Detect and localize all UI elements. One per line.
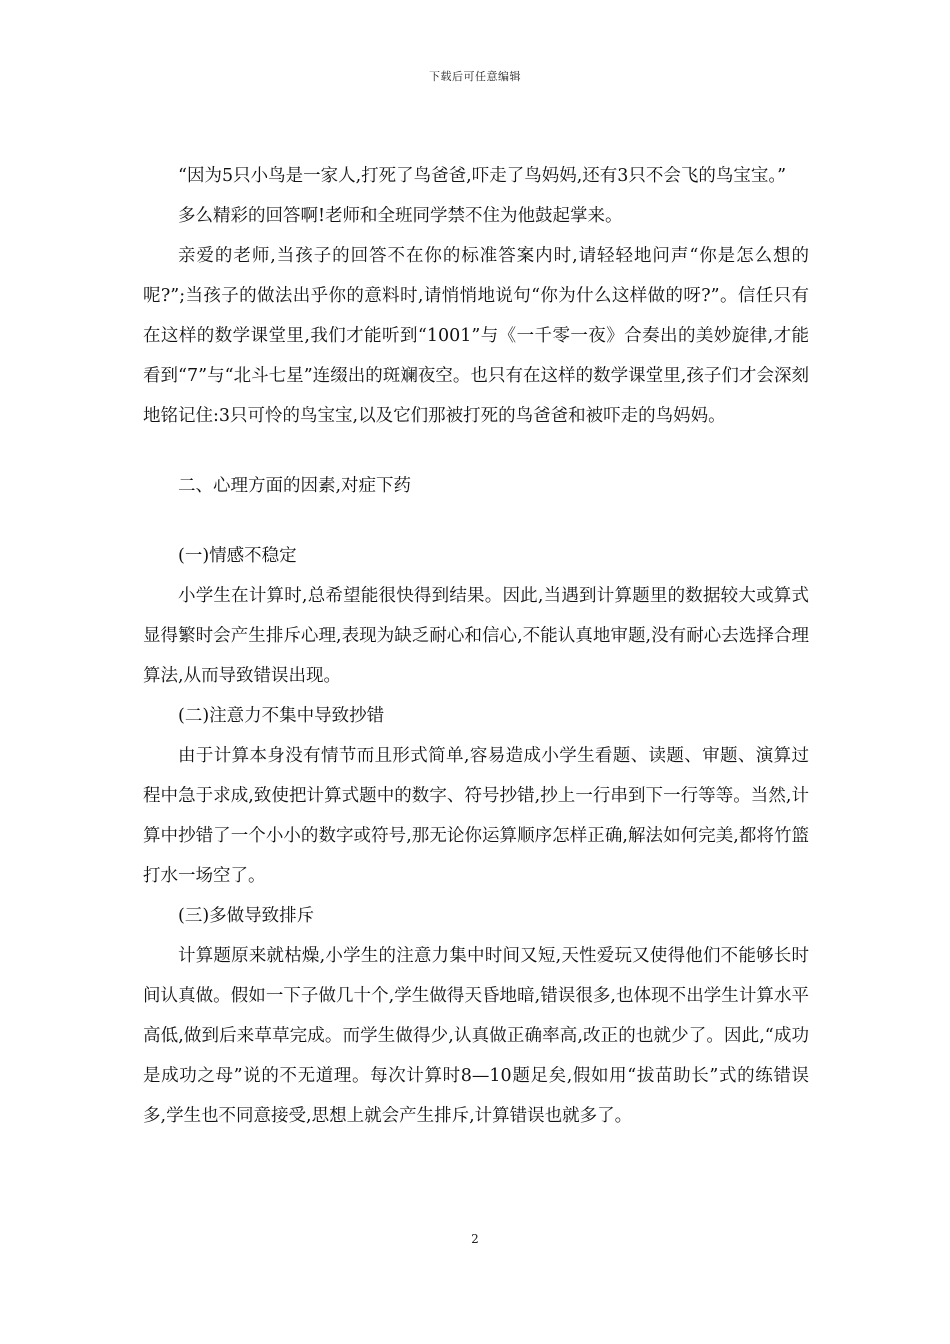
paragraph: 多么精彩的回答啊!老师和全班同学禁不住为他鼓起掌来。 [178,206,623,226]
page-number: 2 [471,1232,479,1246]
section-heading: 二、心理方面的因素,对症下药 [178,476,412,496]
paragraph: 小学生在计算时,总希望能很快得到结果。因此,当遇到计算题里的数据较大或算式显得繁时会产生排斥心理,表现为缺乏耐心和信心,不能认真地审题,没有耐心去选择合理算法,从而导致错误出现。 [143,586,809,686]
paragraph: 亲爱的老师,当孩子的回答不在你的标准答案内时,请轻轻地问声“你是怎么想的呢?”;当孩子的做法出乎你的意料时,请悄悄地说句“你为什么这样做的呀?”。信任只有在这样的数学课堂里,我们才能听到“1001”与《一千零一夜》合奏出的美妙旋律,才能看到“7”与“北斗七星”连缀出的斑斓夜空。也只有在这样的数学课堂里,孩子们才会深刻地铭记住:3只可怜的鸟宝宝,以及它们那被打死的鸟爸爸和被吓走的鸟妈妈。 [143,246,809,426]
paragraph: 由于计算本身没有情节而且形式简单,容易造成小学生看题、读题、审题、演算过程中急于求成,致使把计算式题中的数字、符号抄错,抄上一行串到下一行等等。当然,计算中抄错了一个小小的数字或符号,那无论你运算顺序怎样正确,解法如何完美,都将竹篮打水一场空了。 [143,746,809,886]
paragraph: “因为5只小鸟是一家人,打死了鸟爸爸,吓走了鸟妈妈,还有3只不会飞的鸟宝宝。” [178,166,787,186]
page-header: 下载后可任意编辑 [429,70,521,83]
paragraph: 计算题原来就枯燥,小学生的注意力集中时间又短,天性爱玩又使得他们不能够长时间认真做。假如一下子做几十个,学生做得天昏地暗,错误很多,也体现不出学生计算水平高低,做到后来草草完成。而学生做得少,认真做正确率高,改正的也就少了。因此,“成功是成功之母”说的不无道理。每次计算时8—10题足矣,假如用“拔苗助长”式的练错误多,学生也不同意接受,思想上就会产生排斥,计算错误也就多了。 [143,946,809,1126]
subsection-title: (一)情感不稳定 [178,546,297,566]
subsection-title: (二)注意力不集中导致抄错 [178,706,385,726]
subsection-title: (三)多做导致排斥 [178,906,315,926]
document-body [143,156,809,1136]
